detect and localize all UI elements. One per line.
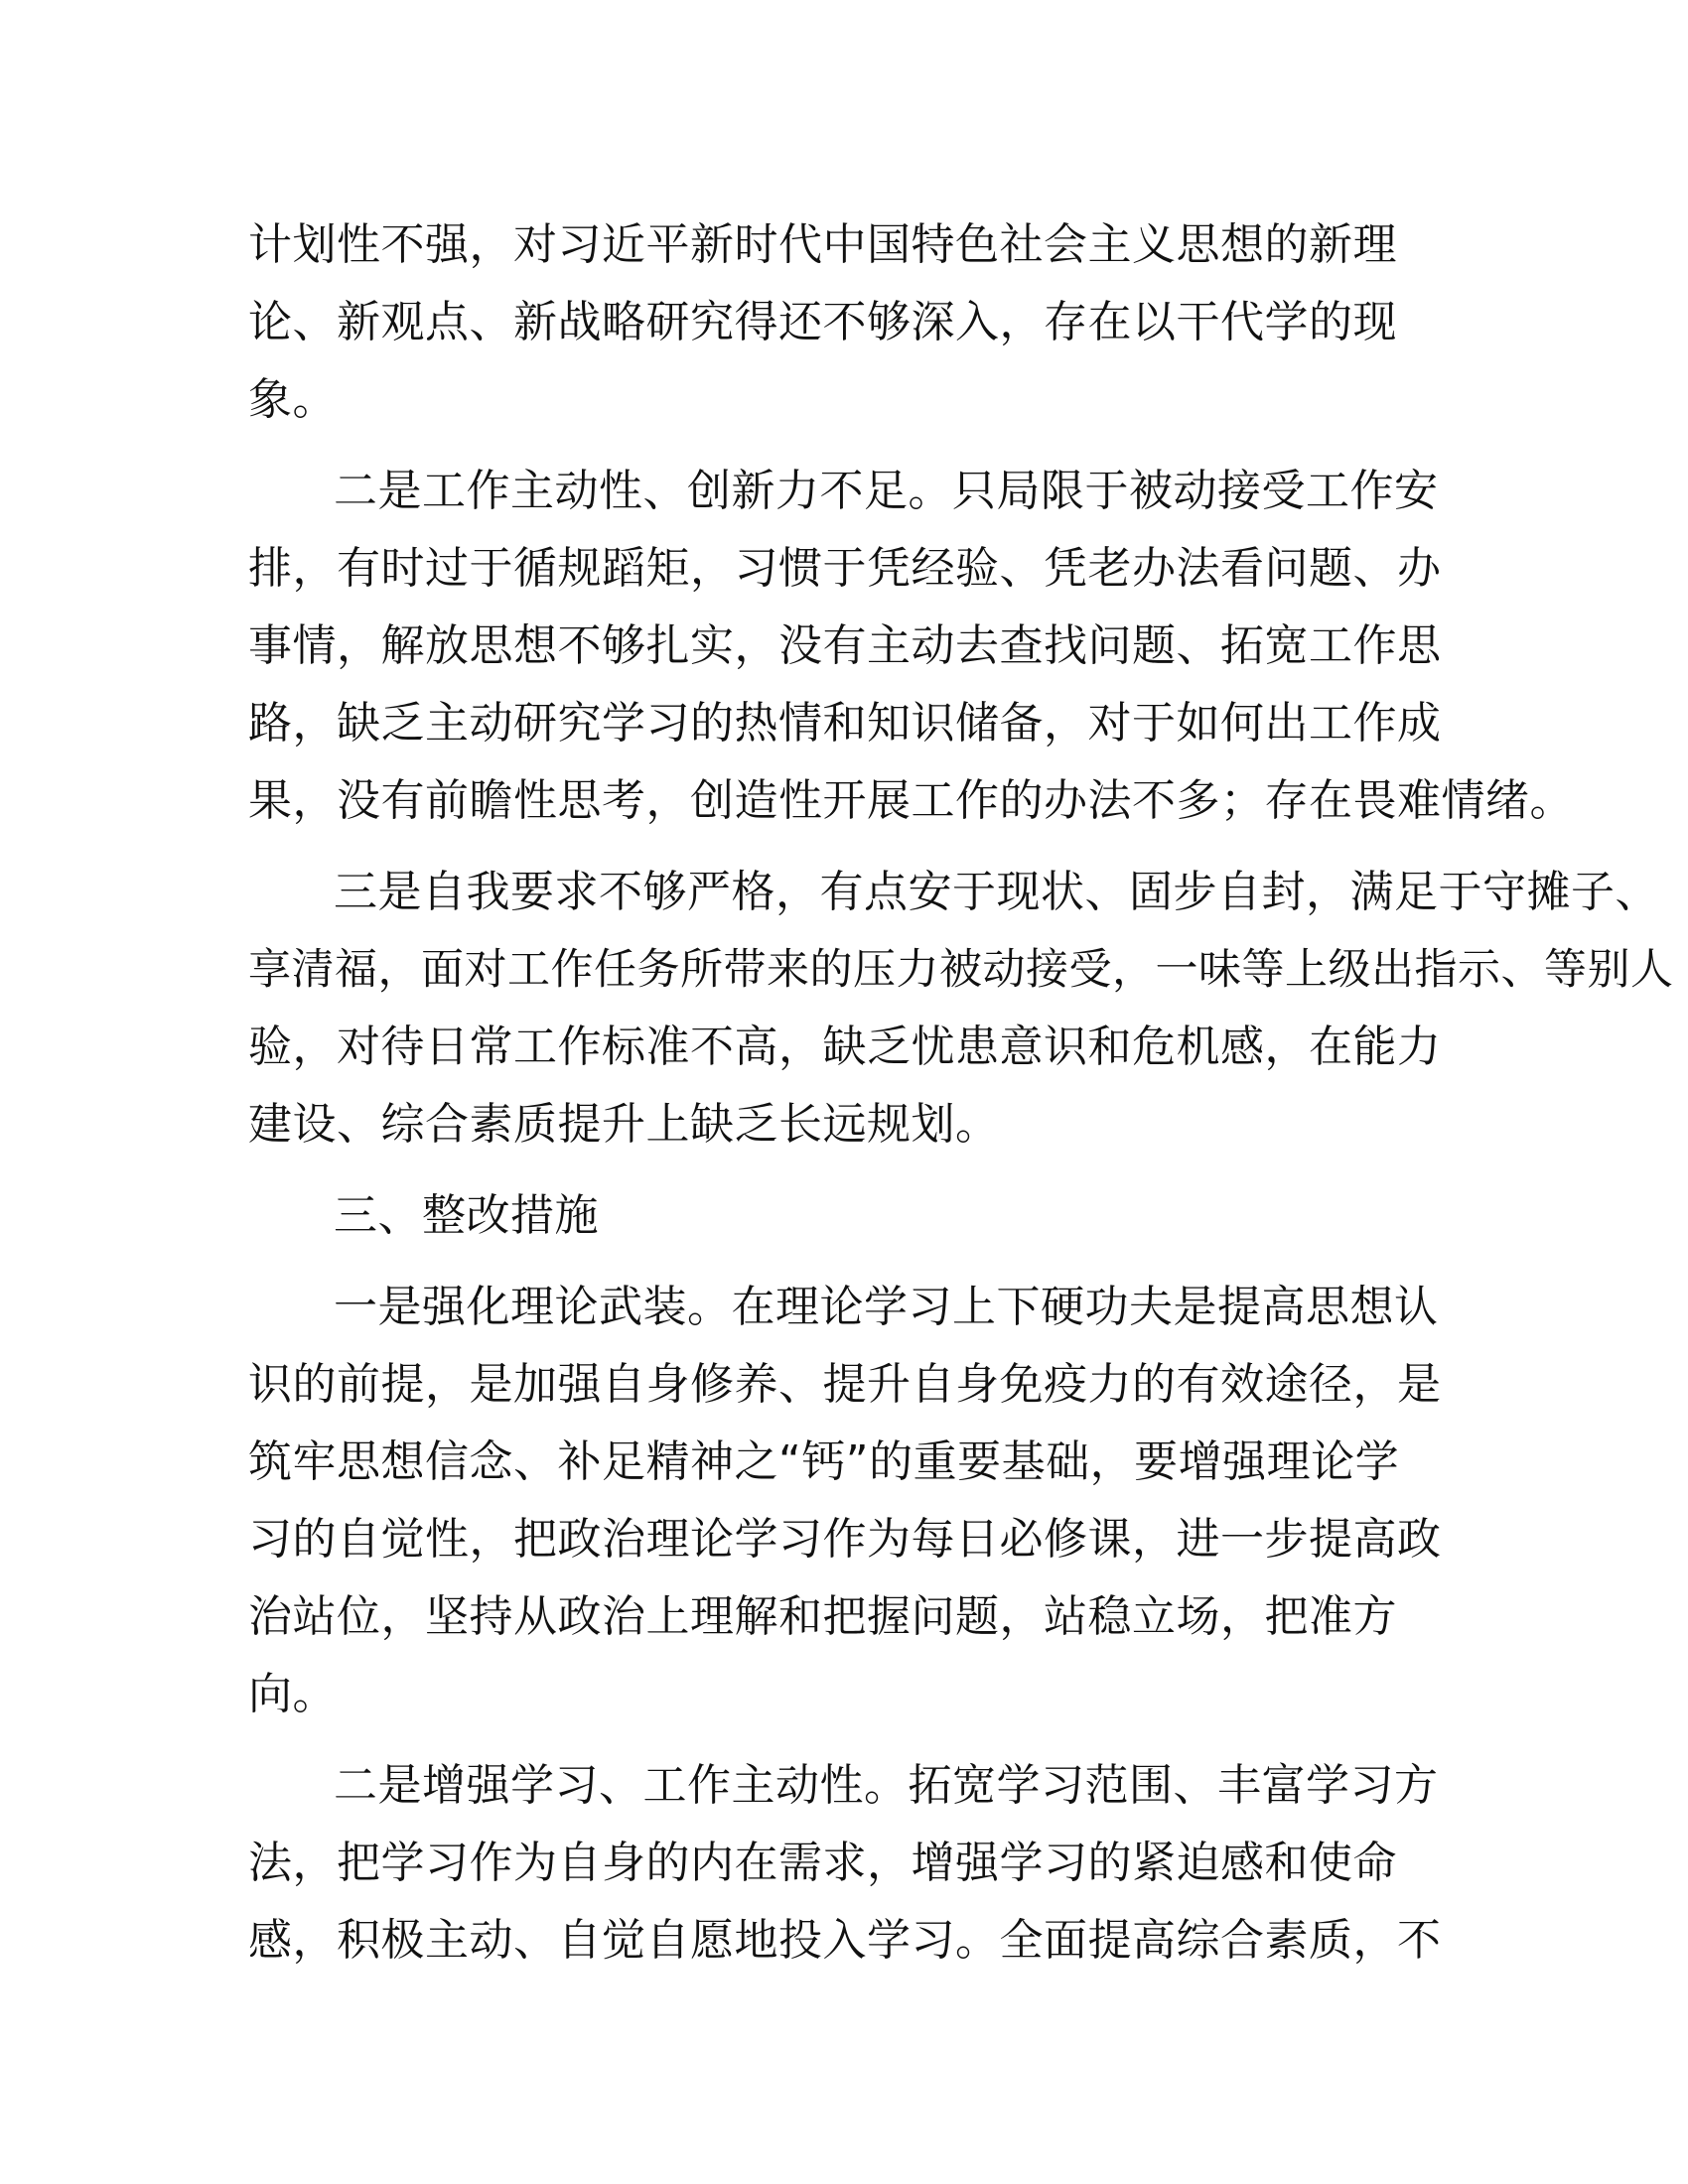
text-line: 计划性不强，对习近平新时代中国特色社会主义思想的新理 [248,219,1397,270]
text-line: 筑牢思想信念、补足精神之“钙”的重要基础，要增强理论学 [248,1436,1400,1487]
text-line: 二是工作主动性、创新力不足。只局限于被动接受工作安 [334,466,1439,516]
text-line: 感，积极主动、自觉自愿地投入学习。全面提高综合素质，不 [248,1915,1442,1966]
text-line: 法，把学习作为自身的内在需求，增强学习的紧迫感和使命 [248,1838,1397,1888]
text-line: 向。 [248,1669,337,1719]
text-line: 建设、综合素质提升上缺乏长远规划。 [248,1099,1000,1150]
text-line: 果，没有前瞻性思考，创造性开展工作的办法不多；存在畏难情绪。 [248,775,1574,826]
text-line: 治站位，坚持从政治上理解和把握问题，站稳立场，把准方 [248,1591,1397,1642]
text-line: 习的自觉性，把政治理论学习作为每日必修课，进一步提高政 [248,1514,1442,1565]
text-line: 路，缺乏主动研究学习的热情和知识储备，对于如何出工作成 [248,698,1442,749]
text-line: 验，对待日常工作标准不高，缺乏忧患意识和危机感，在能力 [248,1022,1442,1072]
text-line: 一是强化理论武装。在理论学习上下硬功夫是提高思想认 [334,1282,1439,1332]
text-line: 享清福，面对工作任务所带来的压力被动接受，一味等上级出指示、等别人 [248,945,1674,995]
text-line: 三是自我要求不够严格，有点安于现状、固步自封，满足于守摊子、 [334,867,1659,917]
text-line: 事情，解放思想不够扎实，没有主动去查找问题、拓宽工作思 [248,620,1442,671]
text-line: 象。 [248,374,337,425]
section-heading: 三、整改措施 [334,1190,599,1241]
text-line: 论、新观点、新战略研究得还不够深入，存在以干代学的现 [248,297,1397,347]
text-line: 识的前提，是加强自身修养、提升自身免疫力的有效途径，是 [248,1359,1442,1410]
text-line: 排，有时过于循规蹈矩，习惯于凭经验、凭老办法看问题、办 [248,543,1442,594]
text-line: 二是增强学习、工作主动性。拓宽学习范围、丰富学习方 [334,1760,1439,1811]
